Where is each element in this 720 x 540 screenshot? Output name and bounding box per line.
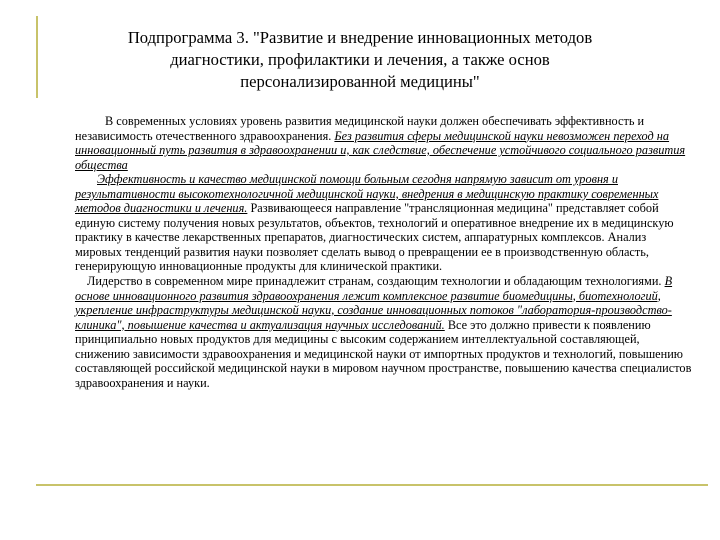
paragraph-3-text-1: Лидерство в современном мире принадлежит странам, создающим технологии и обладающим технологиями. — [87, 274, 665, 289]
paragraph-1-emphasis: Без развития сферы медицинской науки невозможен переход на инновационный путь развития в здравоохранении и, как следствие, обеспечение устойчивого социального развития общества — [75, 128, 686, 172]
paragraph-3-emphasis: В основе инновационного развития здравоохранения лежит комплексное развитие биомедицины, биотехнологий, укрепление инфраструктуры медицинской науки, создание инновационных потоков "лаборатория-производство-клиника", повышение качества и актуализация научных исследований. — [75, 274, 673, 332]
slide-body — [75, 114, 692, 390]
paragraph-3 — [75, 274, 692, 390]
paragraph-2-emphasis: Эффективность и качество медицинской помощи больным сегодня напрямую зависит от уровня и результативности высокотехнологичной медицинской науки, внедрения в медицинскую практику современных методов диагностики и лечения. — [75, 172, 659, 216]
paragraph-2 — [75, 172, 692, 274]
title-line-3: персонализированной медицины" — [240, 72, 480, 91]
title-line-1: Подпрограмма 3. "Развитие и внедрение инновационных методов — [127, 28, 593, 47]
paragraph-1-text: В современных условиях уровень развития медицинской науки должен обеспечивать эффективность и независимость отечественного здравоохранения. — [75, 114, 645, 143]
paragraph-2-text: Развивающееся направление "трансляционная медицина" представляет собой единую систему получения новых результатов, объектов, технологий и оперативное внедрение их в медицинскую практику в качестве лекарственных препаратов, диагностических систем, аппаратурных комплексов. Анализ мировых тенденций развития науки позволяет сделать вывод о превращении ее в производственную область, генерирующую инновационные продукты для клинической практики. — [75, 201, 674, 274]
paragraph-3-text-2: Все это должно привести к появлению принципиально новых продуктов для медицины с высоким содержанием интеллектуальной составляющей, снижению зависимости здравоохранения и медицинской науки от импортных продуктов и технологий, повышению составляющей российской медицинской науки в мировом научном пространстве, повышению качества специалистов здравоохранения и науки. — [75, 317, 692, 390]
paragraph-1 — [75, 114, 692, 172]
title-line-2: диагностики, профилактики и лечения, а также основ — [170, 50, 550, 69]
decorative-vertical-line — [36, 16, 38, 98]
decorative-horizontal-line — [36, 484, 708, 486]
slide-title — [60, 27, 660, 93]
